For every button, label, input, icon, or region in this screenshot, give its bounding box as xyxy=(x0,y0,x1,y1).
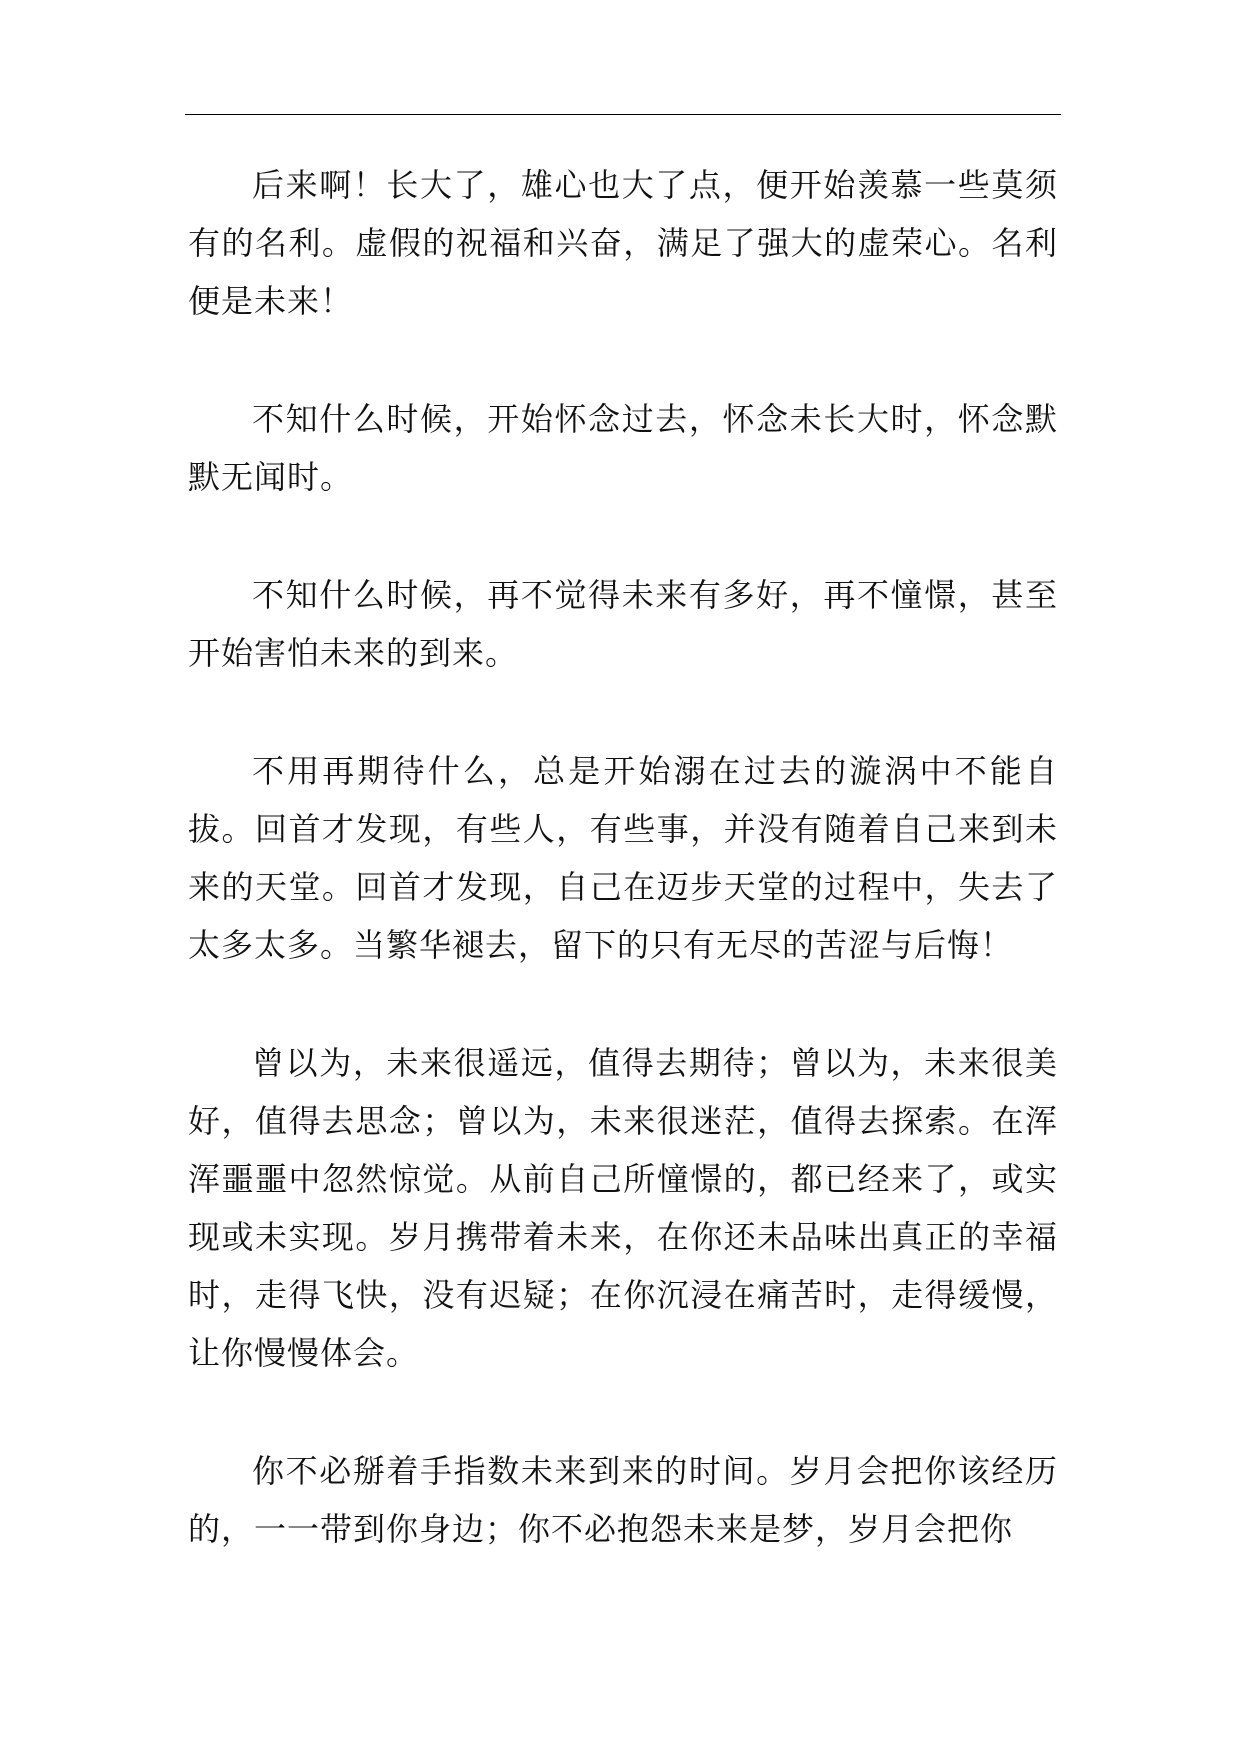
paragraph: 不知什么时候，开始怀念过去，怀念未长大时，怀念默默无闻时。 xyxy=(188,400,1058,496)
paragraph: 后来啊！长大了，雄心也大了点，便开始羡慕一些莫须有的名利。虚假的祝福和兴奋，满足了强大的虚荣心。名利便是未来！ xyxy=(188,166,1058,320)
paragraph: 不知什么时候，再不觉得未来有多好，再不憧憬，甚至开始害怕未来的到来。 xyxy=(188,576,1058,672)
paragraph: 不用再期待什么，总是开始溺在过去的漩涡中不能自拔。回首才发现，有些人，有些事，并没有随着自己来到未来的天堂。回首才发现，自己在迈步天堂的过程中，失去了太多太多。当繁华褪去，留下的只有无尽的苦涩与后悔！ xyxy=(188,752,1058,964)
document-body xyxy=(188,156,1058,1558)
header-rule xyxy=(185,114,1061,115)
paragraph: 你不必掰着手指数未来到来的时间。岁月会把你该经历的，一一带到你身边；你不必抱怨未来是梦，岁月会把你 xyxy=(188,1452,1058,1548)
paragraph: 曾以为，未来很遥远，值得去期待；曾以为，未来很美好，值得去思念；曾以为，未来很迷茫，值得去探索。在浑浑噩噩中忽然惊觉。从前自己所憧憬的，都已经来了，或实现或未实现。岁月携带着未来，在你还未品味出真正的幸福时，走得飞快，没有迟疑；在你沉浸在痛苦时，走得缓慢，让你慢慢体会。 xyxy=(188,1044,1058,1372)
